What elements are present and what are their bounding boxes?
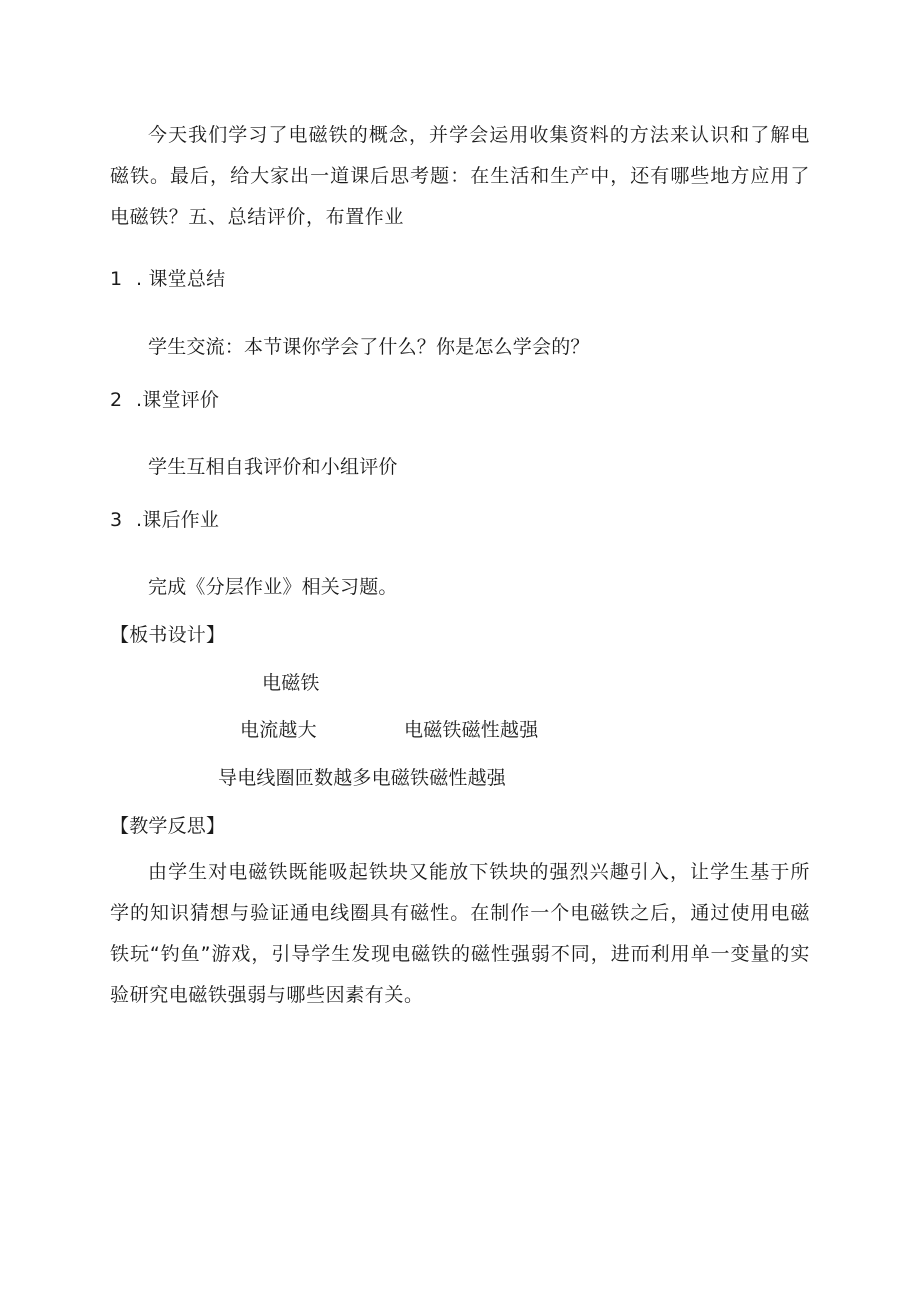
board-design-row1-left: 电流越大 — [240, 719, 317, 741]
section-2-title: .课堂评价 — [136, 389, 220, 411]
section-2-number: 2 — [110, 389, 123, 411]
section-2-body: 学生互相自我评价和小组评价 — [148, 456, 398, 478]
board-design-title: 电磁铁 — [262, 672, 320, 694]
section-3-title: .课后作业 — [136, 509, 220, 531]
board-design-heading: 【板书设计】 — [110, 624, 226, 646]
intro-paragraph: 今天我们学习了电磁铁的概念，并学会运用收集资料的方法来认识和了解电磁铁。最后，给大家出一道课后思考题：在生活和生产中，还有哪些地方应用了电磁铁？五、总结评价，布置作业 — [110, 124, 810, 228]
reflection-paragraph: 由学生对电磁铁既能吸起铁块又能放下铁块的强烈兴趣引入，让学生基于所学的知识猜想与验证通电线圈具有磁性。在制作一个电磁铁之后，通过使用电磁铁玩“钓鱼”游戏，引导学生发现电磁铁的磁性强弱不同，进而利用单一变量的实验研究电磁铁强弱与哪些因素有关。 — [110, 861, 810, 1006]
board-design-row2: 导电线圈匝数越多电磁铁磁性越强 — [218, 767, 507, 789]
board-design-row1-right: 电磁铁磁性越强 — [404, 719, 539, 741]
section-3-number: 3 — [110, 509, 123, 531]
reflection-heading: 【教学反思】 — [110, 815, 226, 837]
section-1-number: 1 — [110, 268, 123, 290]
section-1-title: . 课堂总结 — [136, 268, 226, 290]
section-3-body: 完成《分层作业》相关习题。 — [148, 576, 398, 598]
section-1-heading — [110, 267, 225, 291]
section-1-body: 学生交流：本节课你学会了什么？你是怎么学会的？ — [148, 336, 590, 358]
section-3-heading — [110, 508, 219, 532]
section-2-heading — [110, 388, 219, 412]
